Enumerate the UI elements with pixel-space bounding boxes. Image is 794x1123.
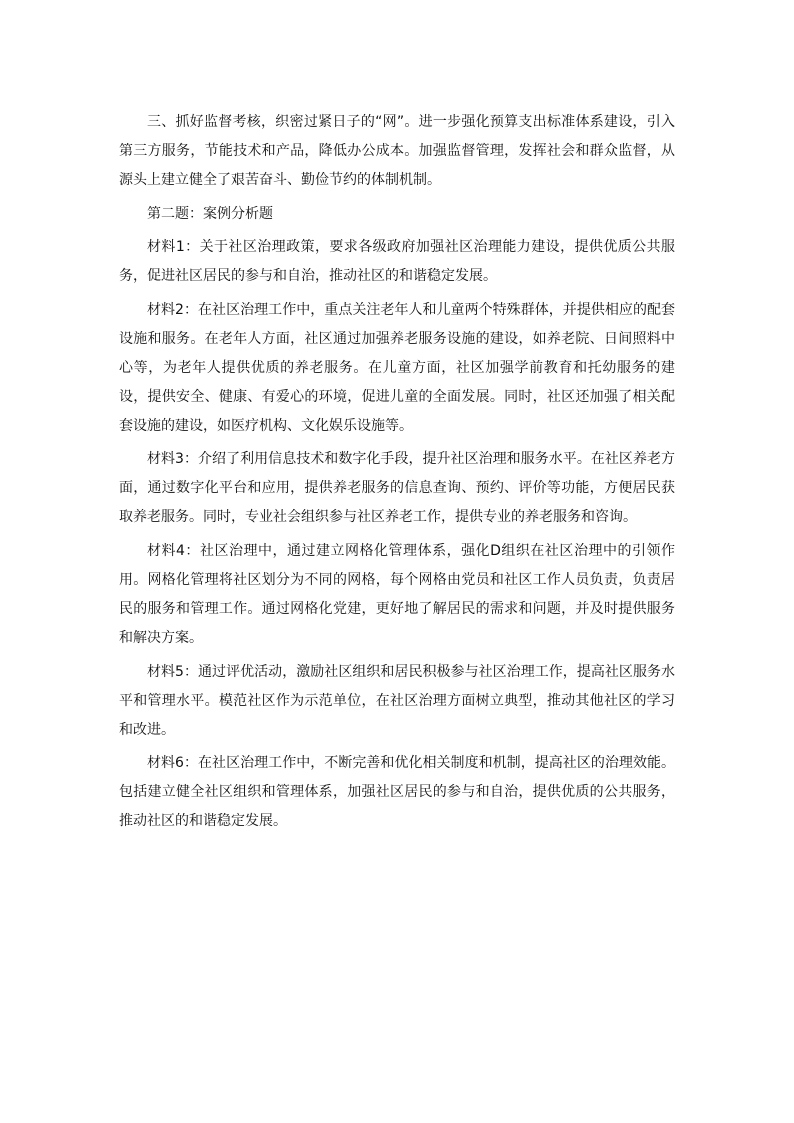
document-body bbox=[119, 108, 675, 841]
paragraph-material-2: 材料2：在社区治理工作中，重点关注老年人和儿童两个特殊群体，并提供相应的配套设施和服务。在老年人方面，社区通过加强养老服务设施的建设，如养老院、日间照料中心等，为老年人提供优质的养老服务。在儿童方面，社区加强学前教育和托幼服务的建设，提供安全、健康、有爱心的环境，促进儿童的全面发展。同时，社区还加强了相关配套设施的建设，如医疗机构、文化娱乐设施等。 bbox=[119, 301, 675, 434]
paragraph-material-4: 材料4：社区治理中，通过建立网格化管理体系，强化D组织在社区治理中的引领作用。网格化管理将社区划分为不同的网格，每个网格由党员和社区工作人员负责，负责居民的服务和管理工作。通过网格化党建，更好地了解居民的需求和问题，并及时提供服务和解决方案。 bbox=[119, 542, 675, 646]
paragraph-material-5: 材料5：通过评优活动，激励社区组织和居民积极参与社区治理工作，提高社区服务水平和管理水平。模范社区作为示范单位，在社区治理方面树立典型，推动其他社区的学习和改进。 bbox=[119, 663, 675, 738]
section-heading-case-analysis: 第二题：案例分析题 bbox=[147, 205, 273, 222]
paragraph-material-3: 材料3：介绍了利用信息技术和数字化手段，提升社区治理和服务水平。在社区养老方面，通过数字化平台和应用，提供养老服务的信息查询、预约、评价等功能，方便居民获取养老服务。同时，专业社会组织参与社区养老工作，提供专业的养老服务和咨询。 bbox=[119, 451, 675, 526]
paragraph-supervision: 三、抓好监督考核，织密过紧日子的“网”。进一步强化预算支出标准体系建设，引入第三方服务，节能技术和产品，降低办公成本。加强监督管理，发挥社会和群众监督，从源头上建立健全了艰苦奋斗、勤俭节约的体制机制。 bbox=[119, 114, 675, 188]
paragraph-material-1: 材料1：关于社区治理政策，要求各级政府加强社区治理能力建设，提供优质公共服务，促进社区居民的参与和自治，推动社区的和谐稳定发展。 bbox=[119, 239, 675, 285]
paragraph-material-6: 材料6：在社区治理工作中，不断完善和优化相关制度和机制，提高社区的治理效能。包括建立健全社区组织和管理体系，加强社区居民的参与和自治，提供优质的公共服务，推动社区的和谐稳定发展。 bbox=[119, 755, 675, 830]
